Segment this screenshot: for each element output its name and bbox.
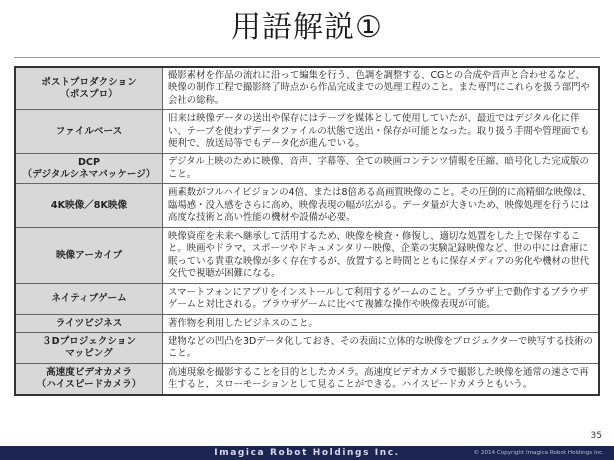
page-title: 用語解説①: [231, 10, 383, 45]
definition-cell: スマートフォンにアプリをインストールして利用するゲームのこと。ブラウザ上で動作するブラウザゲームと対比される。ブラウザゲームに比べて複雑な操作や映像表現が可能。: [163, 284, 600, 315]
term-cell: ライツビジネス: [15, 315, 163, 333]
definition-cell: 旧来は映像データの送出や保存にはテープを媒体として使用していたが、最近ではデジタル化に伴い、テープを使わずデータファイルの状態で送出・保存が可能となった。取り扱う手間や管理面でも便利で、放送局等でもデータ化が進んでいる。: [163, 110, 600, 154]
copyright-text: © 2014 Copyright Imagica Robot Holdings Inc.: [473, 450, 604, 456]
page-number: 35: [590, 431, 602, 441]
table-row: [15, 315, 599, 333]
term-cell: ファイルベース: [15, 110, 163, 154]
glossary-table: [14, 66, 600, 396]
definition-cell: 著作物を利用したビジネスのこと。: [163, 315, 600, 333]
table-row: [15, 184, 599, 228]
term-line: 高速度ビデオカメラ: [46, 366, 132, 378]
term-line: ３Dプロジェクション: [42, 336, 136, 348]
table-row: [15, 228, 599, 284]
table-row: [15, 67, 599, 110]
term-line: （ハイスピードカメラ）: [36, 378, 142, 390]
definition-cell: 撮影素材を作品の流れに沿って編集を行う、色調を調整する、CGとの合成や音声と合わせるなど、映像の制作工程で撮影終了時点から作品完成までの処理工程のこと。また専門にこれらを扱う部門や会社の総称。: [163, 67, 600, 110]
term-line: マッピング: [65, 348, 113, 360]
term-cell: [15, 154, 163, 184]
definition-cell: 建物などの凹凸を3Dデータ化しておき、その表面に立体的な映像をプロジェクターで映写する技術のこと。: [163, 333, 600, 364]
definition-cell: 画素数がフルハイビジョンの4倍、または8倍ある高画質映像のこと。その圧倒的に高精細な映像は、臨場感・没入感をさらに高め、映像表現の幅が広がる。データ量が大きいため、映像処理を行うには高度な技術と高い性能の機材や設備が必要。: [163, 184, 600, 228]
term-cell: [15, 364, 163, 395]
table-row: [15, 364, 599, 395]
company-logo: Imagica Robot Holdings Inc.: [214, 448, 400, 458]
term-cell: 映像アーカイブ: [15, 228, 163, 284]
term-line: （デジタルシネマパッケージ）: [22, 168, 156, 180]
term-line: ポストプロダクション: [41, 76, 137, 88]
definition-cell: 高速現象を撮影することを目的としたカメラ。高速度ビデオカメラで撮影した映像を通常の速さで再生すると、スローモーションとして見ることができる。ハイスピードカメラともいう。: [163, 364, 600, 395]
term-cell: [15, 333, 163, 364]
table-row: [15, 154, 599, 184]
table-row: [15, 333, 599, 364]
table-row: [15, 284, 599, 315]
table-row: [15, 110, 599, 154]
term-cell: [15, 67, 163, 110]
definition-cell: 映像資産を未来へ継承して活用するため、映像を検査・修復し、適切な処置をした上で保存すること。映画やドラマ、スポーツやドキュメンタリー映像、企業の実験記録映像など、世の中には倉庫に眠っている貴重な映像が多く存在するが、放置すると時間とともに保存メディアの劣化や機材の世代交代で視聴が困難になる。: [163, 228, 600, 284]
term-cell: 4K映像／8K映像: [15, 184, 163, 228]
footer-bar: [0, 446, 614, 460]
definition-cell: デジタル上映のために映像、音声、字幕等、全ての映画コンテンツ情報を圧縮、暗号化した完成版のこと。: [163, 154, 600, 184]
title-divider: [14, 57, 600, 58]
term-line: （ポスプロ）: [60, 88, 118, 100]
term-line: DCP: [77, 156, 101, 168]
term-cell: ネイティブゲーム: [15, 284, 163, 315]
